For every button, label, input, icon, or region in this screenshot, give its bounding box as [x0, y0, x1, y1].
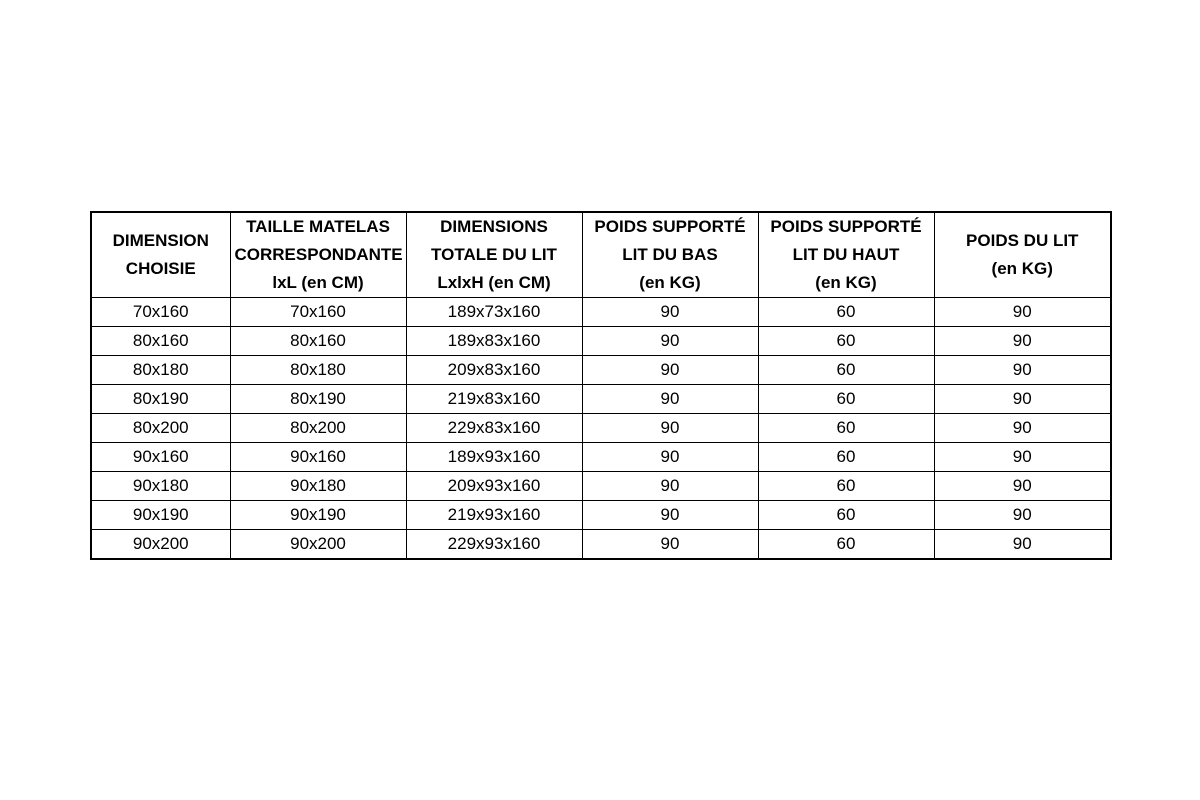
table-header [91, 212, 1111, 298]
header-poids-lit-bas: POIDS SUPPORTÉ LIT DU BAS (en KG) [582, 212, 758, 298]
cell-taille-matelas: 90x190 [230, 501, 406, 530]
cell-poids-lit-bas: 90 [582, 443, 758, 472]
table-row [91, 414, 1111, 443]
cell-dimension-choisie: 80x190 [91, 385, 230, 414]
cell-poids-lit-haut: 60 [758, 385, 934, 414]
cell-taille-matelas: 80x200 [230, 414, 406, 443]
cell-dimensions-totale: 189x83x160 [406, 327, 582, 356]
cell-dimension-choisie: 90x190 [91, 501, 230, 530]
cell-dimension-choisie: 80x180 [91, 356, 230, 385]
cell-dimensions-totale: 209x93x160 [406, 472, 582, 501]
cell-poids-lit-haut: 60 [758, 501, 934, 530]
cell-dimension-choisie: 80x200 [91, 414, 230, 443]
cell-dimension-choisie: 80x160 [91, 327, 230, 356]
cell-poids-lit-haut: 60 [758, 356, 934, 385]
cell-taille-matelas: 90x200 [230, 530, 406, 560]
cell-dimension-choisie: 90x200 [91, 530, 230, 560]
header-row [91, 212, 1111, 298]
table-row [91, 298, 1111, 327]
cell-dimensions-totale: 209x83x160 [406, 356, 582, 385]
cell-dimensions-totale: 229x83x160 [406, 414, 582, 443]
bed-dimensions-table [90, 211, 1112, 560]
cell-poids-du-lit: 90 [934, 298, 1111, 327]
table-row [91, 327, 1111, 356]
cell-taille-matelas: 80x160 [230, 327, 406, 356]
cell-poids-lit-haut: 60 [758, 472, 934, 501]
table-row [91, 385, 1111, 414]
table-row [91, 501, 1111, 530]
cell-poids-du-lit: 90 [934, 414, 1111, 443]
cell-poids-lit-haut: 60 [758, 530, 934, 560]
cell-poids-du-lit: 90 [934, 530, 1111, 560]
cell-poids-lit-haut: 60 [758, 443, 934, 472]
cell-dimension-choisie: 70x160 [91, 298, 230, 327]
cell-poids-lit-bas: 90 [582, 414, 758, 443]
cell-dimensions-totale: 229x93x160 [406, 530, 582, 560]
cell-poids-lit-bas: 90 [582, 530, 758, 560]
cell-poids-du-lit: 90 [934, 356, 1111, 385]
cell-dimension-choisie: 90x160 [91, 443, 230, 472]
table-row [91, 356, 1111, 385]
cell-poids-lit-bas: 90 [582, 472, 758, 501]
cell-poids-lit-bas: 90 [582, 298, 758, 327]
cell-poids-lit-bas: 90 [582, 501, 758, 530]
cell-taille-matelas: 90x180 [230, 472, 406, 501]
cell-poids-lit-bas: 90 [582, 385, 758, 414]
cell-taille-matelas: 90x160 [230, 443, 406, 472]
cell-poids-du-lit: 90 [934, 327, 1111, 356]
header-dimensions-totale: DIMENSIONS TOTALE DU LIT LxlxH (en CM) [406, 212, 582, 298]
header-poids-du-lit: POIDS DU LIT (en KG) [934, 212, 1111, 298]
cell-poids-lit-haut: 60 [758, 327, 934, 356]
header-poids-lit-haut: POIDS SUPPORTÉ LIT DU HAUT (en KG) [758, 212, 934, 298]
cell-dimensions-totale: 189x93x160 [406, 443, 582, 472]
cell-dimensions-totale: 219x83x160 [406, 385, 582, 414]
cell-poids-du-lit: 90 [934, 443, 1111, 472]
cell-poids-lit-bas: 90 [582, 356, 758, 385]
table-body [91, 298, 1111, 560]
cell-poids-du-lit: 90 [934, 385, 1111, 414]
cell-taille-matelas: 80x190 [230, 385, 406, 414]
cell-taille-matelas: 70x160 [230, 298, 406, 327]
cell-poids-du-lit: 90 [934, 472, 1111, 501]
table-row [91, 443, 1111, 472]
cell-poids-lit-haut: 60 [758, 298, 934, 327]
cell-dimension-choisie: 90x180 [91, 472, 230, 501]
cell-dimensions-totale: 189x73x160 [406, 298, 582, 327]
table-row [91, 530, 1111, 560]
cell-dimensions-totale: 219x93x160 [406, 501, 582, 530]
header-taille-matelas: TAILLE MATELAS CORRESPONDANTE lxL (en CM) [230, 212, 406, 298]
cell-poids-lit-haut: 60 [758, 414, 934, 443]
header-dimension-choisie: DIMENSION CHOISIE [91, 212, 230, 298]
cell-taille-matelas: 80x180 [230, 356, 406, 385]
cell-poids-lit-bas: 90 [582, 327, 758, 356]
table-row [91, 472, 1111, 501]
cell-poids-du-lit: 90 [934, 501, 1111, 530]
